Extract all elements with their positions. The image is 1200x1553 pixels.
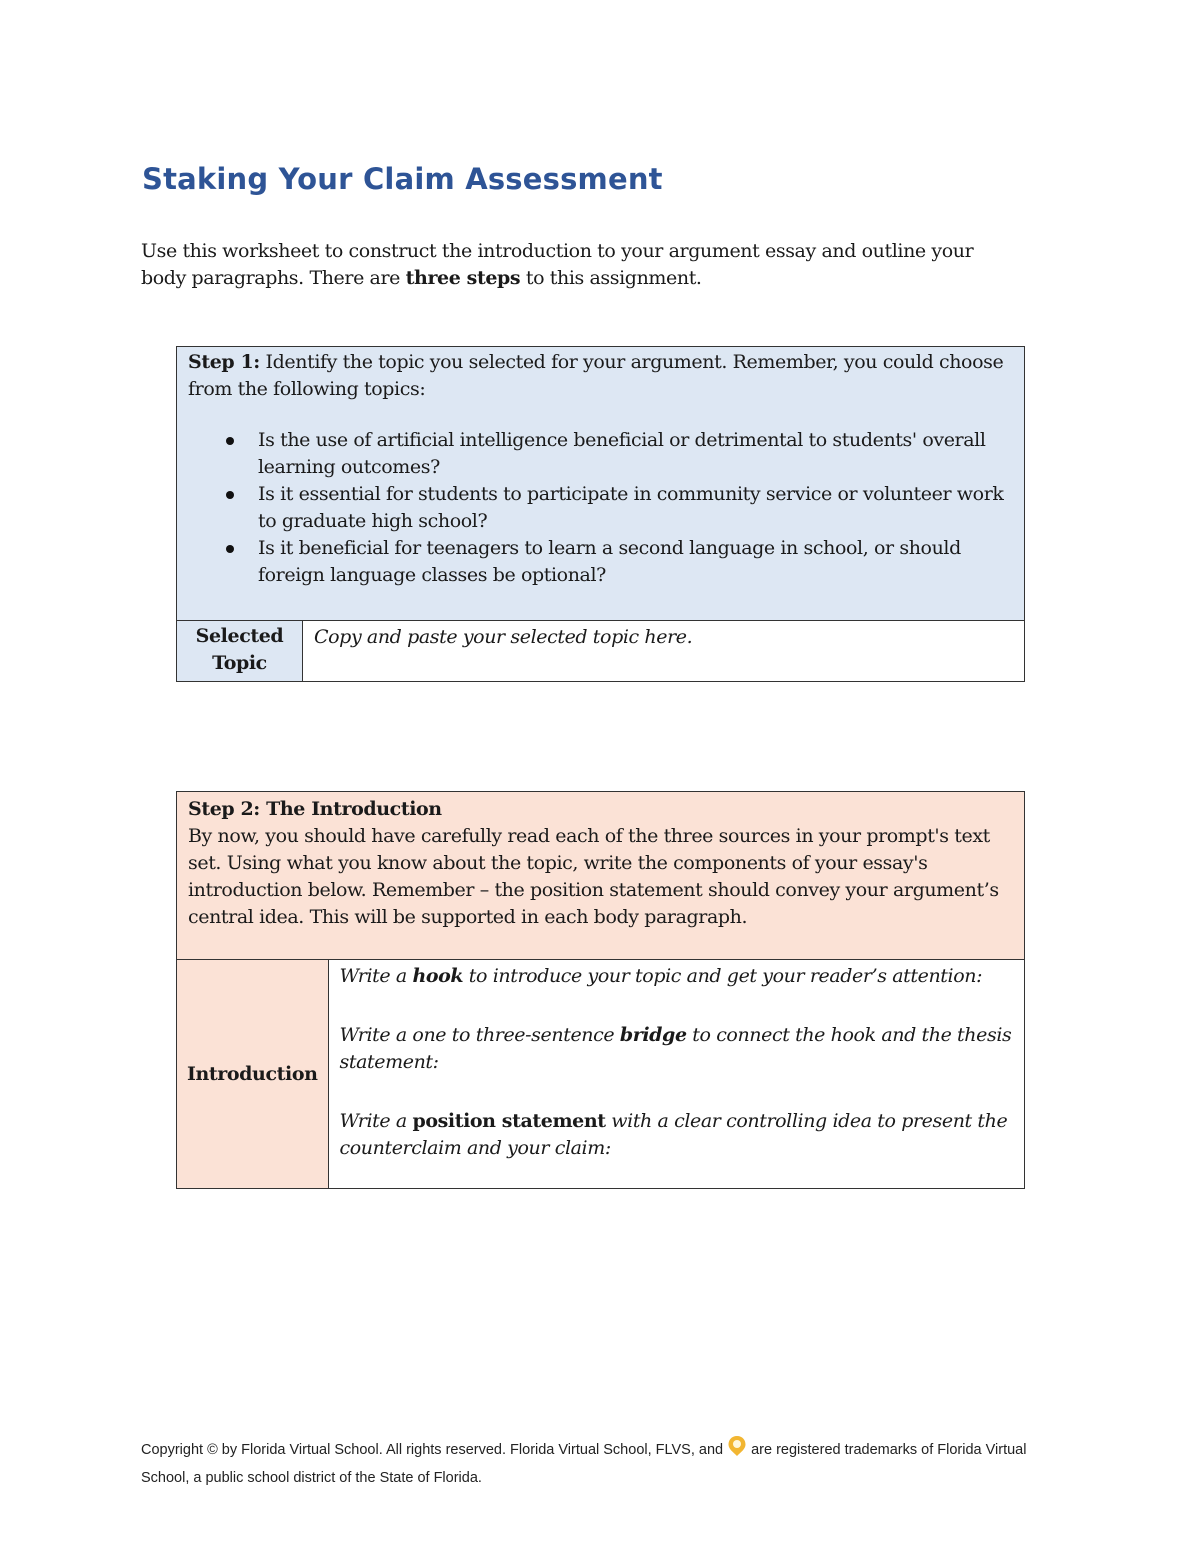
step1-label: Step 1: (188, 351, 260, 373)
prompt-keyword: position statement (412, 1110, 606, 1132)
copyright-text-end: are registered trademarks of Florida Virtual School, a public school district of the State of Florida. (141, 1442, 1027, 1486)
topic-item: Is it beneficial for teenagers to learn a second language in school, or should foreign language classes be optional? (258, 535, 1013, 589)
intro-text-end: to this assignment. (520, 267, 702, 289)
step2-instructions-cell (177, 792, 1025, 960)
prompt-text: Write a (339, 1110, 413, 1132)
step1-instructions (188, 349, 1013, 403)
prompt-text: Write a (339, 965, 413, 987)
topic-item: Is it essential for students to participate in community service or volunteer work to graduate high school? (258, 481, 1013, 535)
topic-list (188, 427, 1013, 589)
intro-emphasis: three steps (405, 267, 521, 289)
intro-text: Use this worksheet to construct the introduction to your argument essay and outline your body paragraphs. There are (141, 240, 974, 289)
copyright-footer (141, 1435, 1041, 1491)
hook-prompt (340, 963, 1013, 990)
introduction-field[interactable] (328, 960, 1024, 1189)
page-title: Staking Your Claim Assessment (142, 162, 663, 196)
position-statement-prompt (340, 1108, 1013, 1162)
selected-topic-label: Selected Topic (177, 621, 303, 682)
prompt-text: to introduce your topic and get your reader’s attention: (463, 965, 983, 987)
step2-text: By now, you should have carefully read each of the three sources in your prompt's text set. Using what you know about the topic, write the components of your essay's introduction below. Remember – the position statement should convey your argument’s central idea. This will be supported in each body paragraph. (188, 825, 999, 928)
step2-heading: Step 2: The Introduction (188, 798, 442, 820)
step1-table (176, 346, 1025, 682)
selected-topic-field[interactable]: Copy and paste your selected topic here. (303, 621, 1025, 682)
step1-instructions-cell (177, 347, 1025, 621)
prompt-text: Write a one to three-sentence (339, 1024, 620, 1046)
topic-item: Is the use of artificial intelligence beneficial or detrimental to students' overall learning outcomes? (258, 427, 1013, 481)
step2-table (176, 791, 1025, 1189)
prompt-text: to connect the hook and the thesis statement: (339, 1024, 1012, 1073)
step1-text: Identify the topic you selected for your argument. Remember, you could choose from the following topics: (188, 351, 1004, 400)
prompt-keyword: bridge (619, 1024, 687, 1046)
prompt-text: with a clear controlling idea to present the counterclaim and your claim: (339, 1110, 1008, 1159)
intro-paragraph (141, 238, 1021, 292)
bridge-prompt (340, 1022, 1013, 1076)
prompt-keyword: hook (412, 965, 464, 987)
introduction-label: Introduction (177, 960, 329, 1189)
copyright-text: Copyright © by Florida Virtual School. All rights reserved. Florida Virtual School, FLVS, and (141, 1442, 724, 1458)
flvs-logo-icon (727, 1435, 747, 1466)
